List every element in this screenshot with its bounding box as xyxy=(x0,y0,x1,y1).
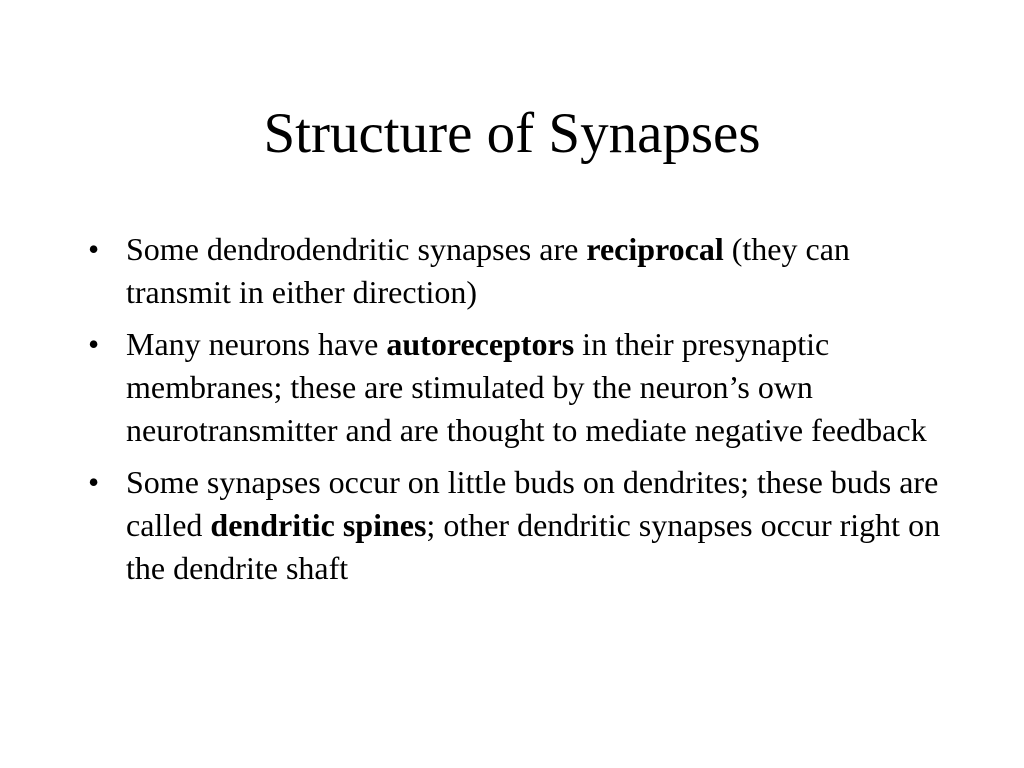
bullet-icon: • xyxy=(88,326,100,362)
bullet-text-before: Many neurons have xyxy=(126,326,387,362)
bullet-list xyxy=(88,228,948,599)
bullet-term: reciprocal xyxy=(586,231,724,267)
bullet-text-after: (they can transmit in either direction) xyxy=(126,231,850,310)
bullet-item-dendritic-spines xyxy=(88,461,948,590)
bullet-icon: • xyxy=(88,231,100,267)
bullet-term: dendritic spines xyxy=(210,507,427,543)
bullet-text xyxy=(126,231,850,310)
bullet-text-after: ; other dendritic synapses occur right on the dendrite shaft xyxy=(126,507,941,586)
bullet-item-reciprocal xyxy=(88,228,948,314)
bullet-item-autoreceptors xyxy=(88,323,948,452)
bullet-term: autoreceptors xyxy=(386,326,575,362)
bullet-text-after: in their presynaptic membranes; these are stimulated by the neuron’s own neurotransmitter and are thought to mediate negative feedback xyxy=(126,326,927,448)
bullet-icon: • xyxy=(88,464,100,500)
bullet-text xyxy=(126,326,927,448)
slide-title: Structure of Synapses xyxy=(263,102,761,165)
bullet-text-before: Some synapses occur on little buds on dendrites; these buds are called xyxy=(126,464,939,543)
bullet-text xyxy=(126,464,940,586)
bullet-text-before: Some dendrodendritic synapses are xyxy=(126,231,587,267)
